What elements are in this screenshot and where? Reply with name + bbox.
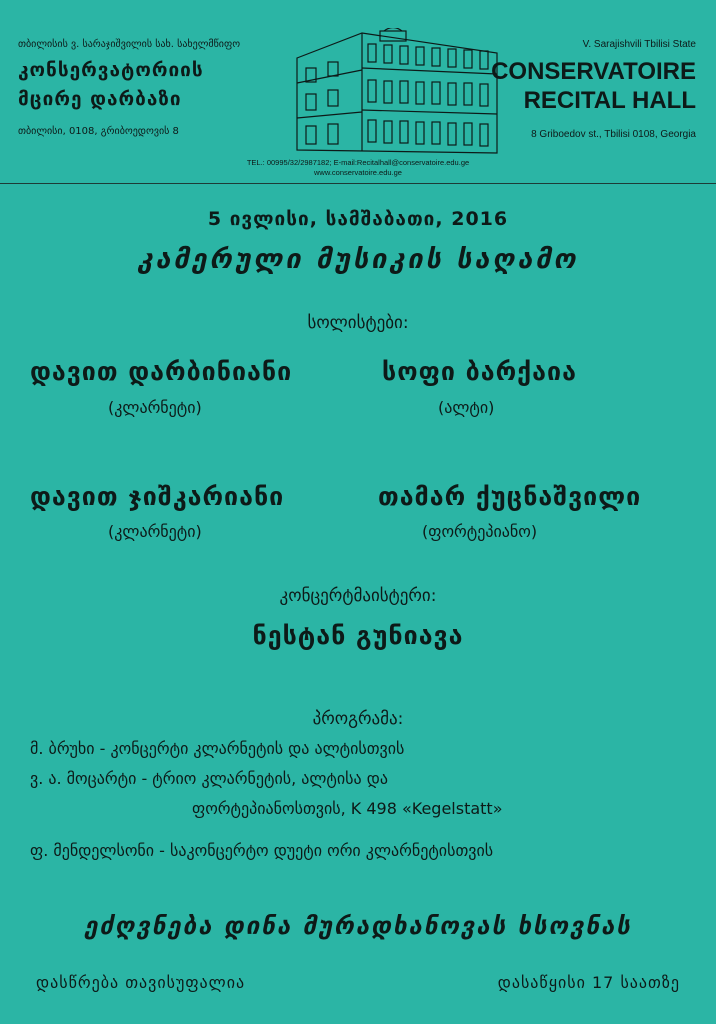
right-institution-line: V. Sarajishvili Tbilisi State bbox=[582, 39, 696, 50]
dedication: ეძღვნება დინა მურადხანოვას ხსოვნას bbox=[84, 912, 632, 940]
event-date: 5 ივლისი, სამშაბათი, 2016 bbox=[207, 208, 509, 230]
start-time: დასაწყისი 17 საათზე bbox=[497, 973, 680, 992]
soloist-instrument: (ფორტეპიანო) bbox=[422, 522, 538, 541]
program-heading: პროგრამა: bbox=[312, 709, 404, 729]
program-item: ფ. მენდელსონი - საკონცერტო დუეტი ორი კლარნეტისთვის bbox=[30, 841, 494, 860]
soloist-instrument: (კლარნეტი) bbox=[108, 522, 202, 541]
right-hall-title-2: RECITAL HALL bbox=[523, 87, 696, 114]
program-item: ფორტეპიანოსთვის, K 498 «Kegelstatt» bbox=[192, 799, 503, 818]
right-hall-title-1: CONSERVATOIRE bbox=[491, 58, 696, 85]
left-hall-title-1: კონსერვატორიის bbox=[18, 59, 204, 81]
right-address: 8 Griboedov st., Tbilisi 0108, Georgia bbox=[531, 129, 696, 140]
soloist-name: თამარ ქუცნაშვილი bbox=[378, 482, 642, 511]
left-institution-line: თბილისის ვ. სარაჯიშვილის სახ. სახელმწიფო bbox=[18, 39, 241, 50]
contact-website: www.conservatoire.edu.ge bbox=[314, 168, 402, 177]
accompanist-name: ნესტან გუნიავა bbox=[252, 621, 464, 650]
soloist-name: დავით დარბინიანი bbox=[30, 357, 293, 386]
soloist-name: სოფი ბარქაია bbox=[382, 357, 577, 386]
poster-header bbox=[0, 0, 716, 184]
left-hall-title-2: მცირე დარბაზი bbox=[18, 88, 182, 110]
admission-info: დასწრება თავისუფალია bbox=[36, 973, 246, 992]
accompanist-heading: კონცერტმაისტერი: bbox=[279, 586, 437, 606]
event-title: კამერული მუსიკის საღამო bbox=[137, 244, 579, 275]
soloist-instrument: (კლარნეტი) bbox=[108, 398, 202, 417]
conservatoire-building-illustration bbox=[292, 28, 502, 158]
program-item: მ. ბრუხი - კონცერტი კლარნეტის და ალტისთვის bbox=[30, 739, 405, 758]
contact-tel-email: TEL.: 00995/32/2987182; E-mail:Recitalhall@conservatoire.edu.ge bbox=[246, 158, 470, 167]
soloist-name: დავით ჯიშკარიანი bbox=[30, 482, 285, 511]
left-address: თბილისი, 0108, გრიბოედოვის 8 bbox=[18, 126, 179, 137]
soloists-heading: სოლისტები: bbox=[307, 313, 409, 333]
soloist-instrument: (ალტი) bbox=[438, 398, 495, 417]
program-item: ვ. ა. მოცარტი - ტრიო კლარნეტის, ალტისა და bbox=[30, 769, 388, 788]
